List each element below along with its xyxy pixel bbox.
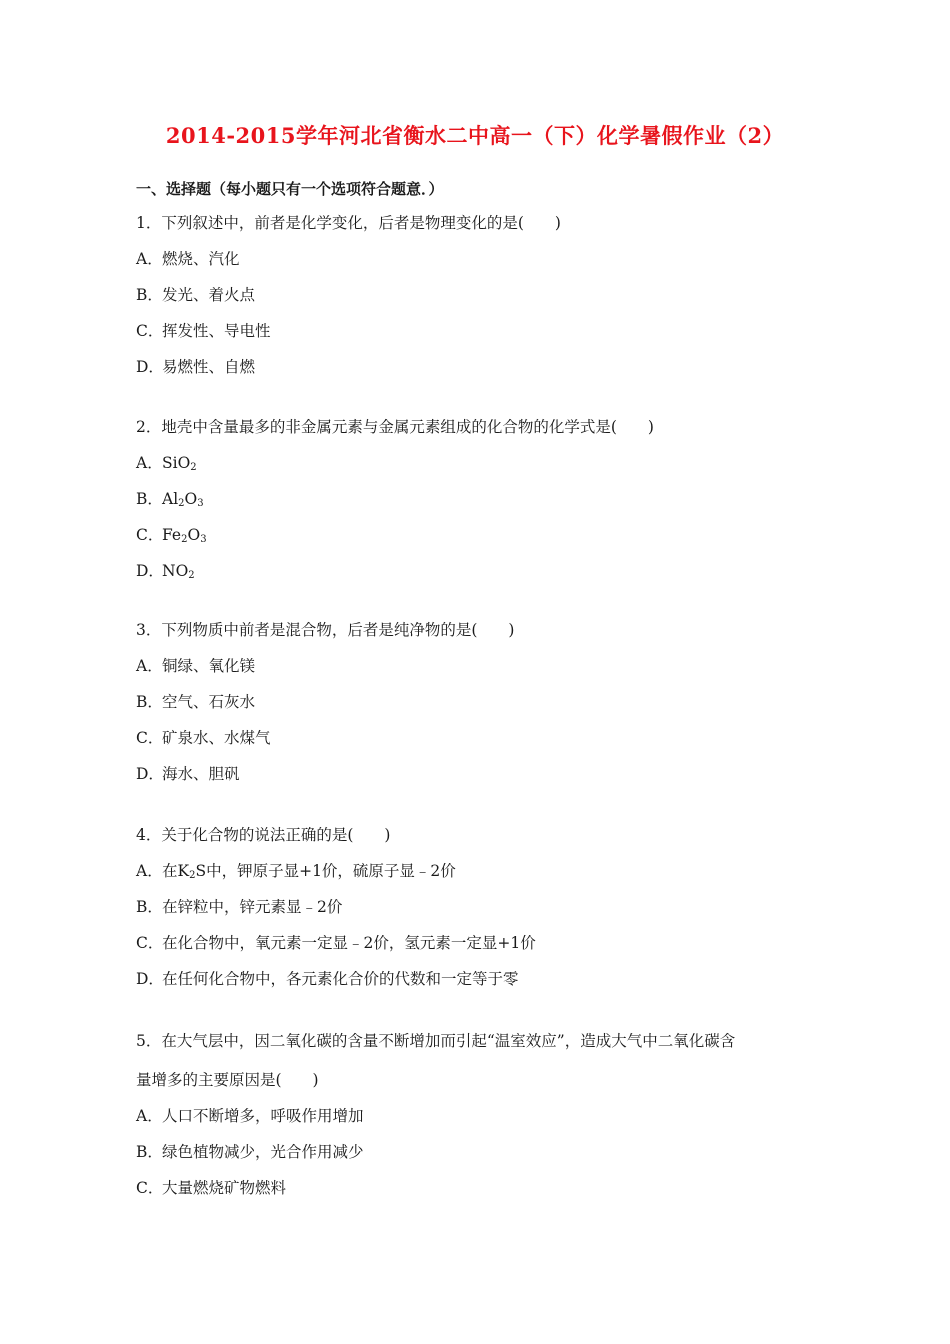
option-d xyxy=(136,553,826,589)
question-5 xyxy=(136,1022,826,1206)
formula-text: O xyxy=(187,526,201,544)
formula xyxy=(162,490,204,508)
option-a xyxy=(136,1098,826,1134)
formula-text: Al xyxy=(162,490,179,508)
option-letter: B． xyxy=(136,490,163,508)
option-b xyxy=(136,1134,826,1170)
option-text: 发光、着火点 xyxy=(162,286,256,304)
question-stem: 4．关于化合物的说法正确的是( ) xyxy=(136,826,391,844)
question-1 xyxy=(136,205,826,385)
section-heading: 一、选择题（每小题只有一个选项符合题意．） xyxy=(136,180,444,198)
question-3 xyxy=(136,612,826,792)
option-letter: A． xyxy=(136,862,163,880)
question-2 xyxy=(136,409,826,589)
option-text: 矿泉水、水煤气 xyxy=(162,729,271,747)
formula-subscript: 2 xyxy=(189,870,196,881)
option-text: 绿色植物减少，光合作用减少 xyxy=(162,1143,364,1161)
option-c xyxy=(136,925,826,961)
option-a xyxy=(136,241,826,277)
option-text-part: 在K xyxy=(162,862,190,880)
option-letter: A． xyxy=(136,657,163,675)
question-stem: 2．地壳中含量最多的非金属元素与金属元素组成的化合物的化学式是( ) xyxy=(136,418,654,436)
option-letter: D． xyxy=(136,358,164,376)
option-d xyxy=(136,961,826,997)
option-text: 在任何化合物中，各元素化合价的代数和一定等于零 xyxy=(162,970,519,988)
option-letter: B． xyxy=(136,898,163,916)
question-stem-line-1: 5．在大气层中，因二氧化碳的含量不断增加而引起“温室效应”，造成大气中二氧化碳含 xyxy=(136,1032,736,1050)
option-text: 铜绿、氧化镁 xyxy=(162,657,256,675)
page-title: 2014-2015学年河北省衡水二中高一（下）化学暑假作业（2） xyxy=(165,123,785,148)
option-letter: B． xyxy=(136,1143,163,1161)
option-letter: A． xyxy=(136,454,163,472)
option-c xyxy=(136,1170,826,1206)
option-letter: C． xyxy=(136,526,164,544)
question-stem: 1．下列叙述中，前者是化学变化，后者是物理变化的是( ) xyxy=(136,214,561,232)
option-text-part: S中，钾原子显+1价，硫原子显﹣2价 xyxy=(195,862,456,880)
option-c xyxy=(136,517,826,553)
option-b xyxy=(136,277,826,313)
option-text: 在锌粒中，锌元素显﹣2价 xyxy=(162,898,343,916)
formula-subscript: 3 xyxy=(200,534,207,545)
option-text: 大量燃烧矿物燃料 xyxy=(162,1179,287,1197)
option-a xyxy=(136,648,826,684)
option-letter: C． xyxy=(136,729,164,747)
option-text: 空气、石灰水 xyxy=(162,693,256,711)
question-stem: 3．下列物质中前者是混合物，后者是纯净物的是( ) xyxy=(136,621,515,639)
formula-text: O xyxy=(184,490,198,508)
formula-text: SiO xyxy=(162,454,191,472)
option-a xyxy=(136,853,826,889)
option-b xyxy=(136,889,826,925)
option-b xyxy=(136,684,826,720)
formula-subscript: 2 xyxy=(181,534,188,545)
question-4 xyxy=(136,817,826,997)
option-b xyxy=(136,481,826,517)
option-letter: A． xyxy=(136,1107,163,1125)
formula-subscript: 2 xyxy=(190,462,197,473)
option-a xyxy=(136,445,826,481)
option-text xyxy=(162,862,456,880)
option-text: 挥发性、导电性 xyxy=(162,322,271,340)
option-text: 人口不断增多，呼吸作用增加 xyxy=(162,1107,364,1125)
option-letter: D． xyxy=(136,970,164,988)
option-text: 易燃性、自燃 xyxy=(162,358,256,376)
formula-text: Fe xyxy=(162,526,182,544)
formula xyxy=(162,562,195,580)
option-c xyxy=(136,720,826,756)
formula-subscript: 3 xyxy=(197,498,204,509)
option-letter: C． xyxy=(136,322,164,340)
option-c xyxy=(136,313,826,349)
option-text: 在化合物中，氧元素一定显﹣2价，氢元素一定显+1价 xyxy=(162,934,536,952)
option-letter: C． xyxy=(136,1179,164,1197)
option-text: 燃烧、汽化 xyxy=(162,250,240,268)
option-d xyxy=(136,756,826,792)
option-letter: D． xyxy=(136,562,164,580)
option-letter: D． xyxy=(136,765,164,783)
formula xyxy=(162,526,207,544)
option-letter: B． xyxy=(136,693,163,711)
option-d xyxy=(136,349,826,385)
formula-subscript: 2 xyxy=(178,498,185,509)
formula-text: NO xyxy=(162,562,189,580)
formula xyxy=(162,454,197,472)
formula-subscript: 2 xyxy=(188,570,195,581)
option-letter: A． xyxy=(136,250,163,268)
option-letter: C． xyxy=(136,934,164,952)
option-letter: B． xyxy=(136,286,163,304)
option-text: 海水、胆矾 xyxy=(162,765,240,783)
question-stem-line-2: 量增多的主要原因是( ) xyxy=(136,1071,319,1089)
